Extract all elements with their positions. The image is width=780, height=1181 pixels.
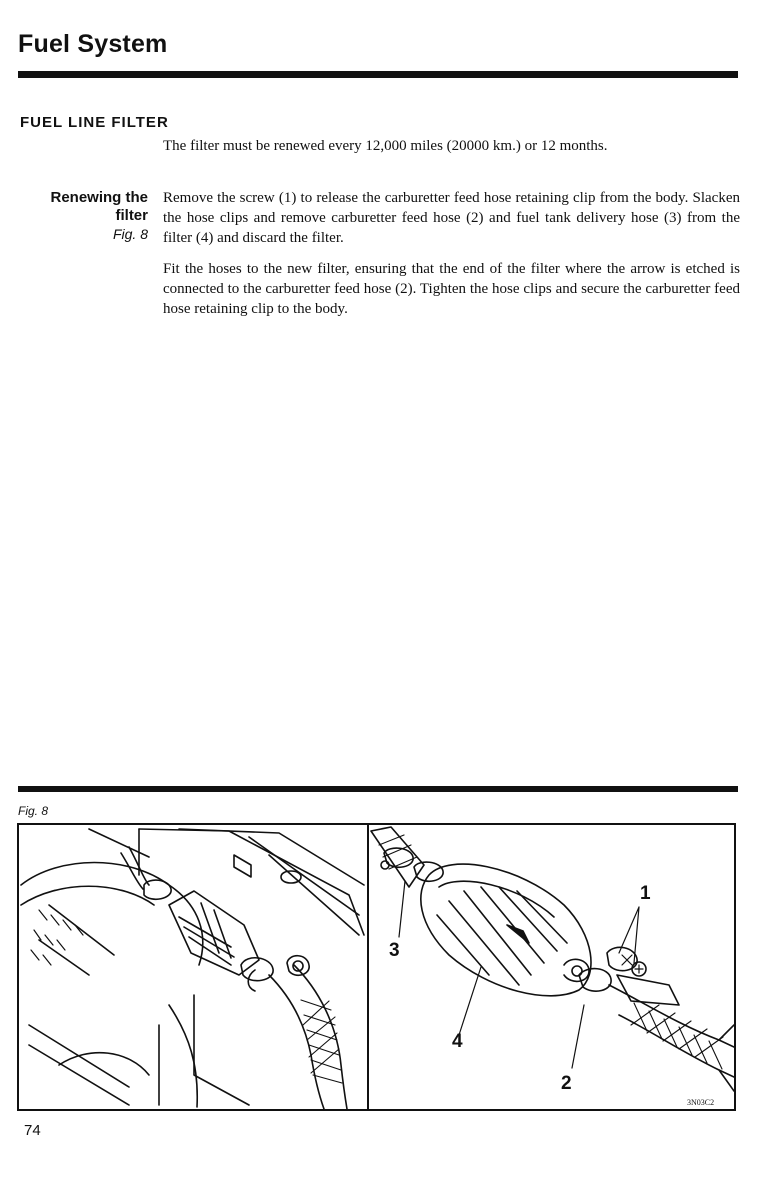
page-title: Fuel System	[18, 30, 168, 58]
figure-label: Fig. 8	[18, 804, 49, 818]
procedure-heading-line2: filter	[115, 207, 148, 224]
drawing-reference-code: 3N03C2	[687, 1098, 715, 1107]
section-heading: FUEL LINE FILTER	[20, 114, 169, 131]
figure-rule	[18, 786, 738, 792]
procedure-heading	[18, 189, 148, 243]
fuel-filter-drawing	[19, 825, 734, 1109]
figure-reference: Fig. 8	[112, 226, 148, 242]
figure-8-illustration	[17, 823, 736, 1111]
procedure-paragraph-2: Fit the hoses to the new filter, ensuring that the end of the filter where the arrow is etched is connected to the carburetter feed hose (2). Tighten the hose clips and secure the carburetter feed hose retaining clip to the body.	[163, 261, 740, 317]
page-number: 74	[24, 1122, 41, 1139]
callout-2: 2	[561, 1073, 572, 1094]
procedure-heading-line1: Renewing the	[50, 189, 148, 206]
callout-3: 3	[389, 940, 400, 961]
filter-closeup-view	[371, 827, 734, 1091]
engine-bay-view	[21, 829, 364, 1109]
procedure-paragraph-1: Remove the screw (1) to release the carburetter feed hose retaining clip from the body. Slacken the hose clips and remove carburetter feed hose (2) and fuel tank delivery hose (3) from the filter (4) and discard the filter.	[163, 190, 740, 246]
intro-text: The filter must be renewed every 12,000 miles (20000 km.) or 12 months.	[163, 138, 608, 154]
callout-4: 4	[452, 1031, 463, 1052]
title-rule	[18, 71, 738, 78]
callout-1: 1	[640, 883, 651, 904]
